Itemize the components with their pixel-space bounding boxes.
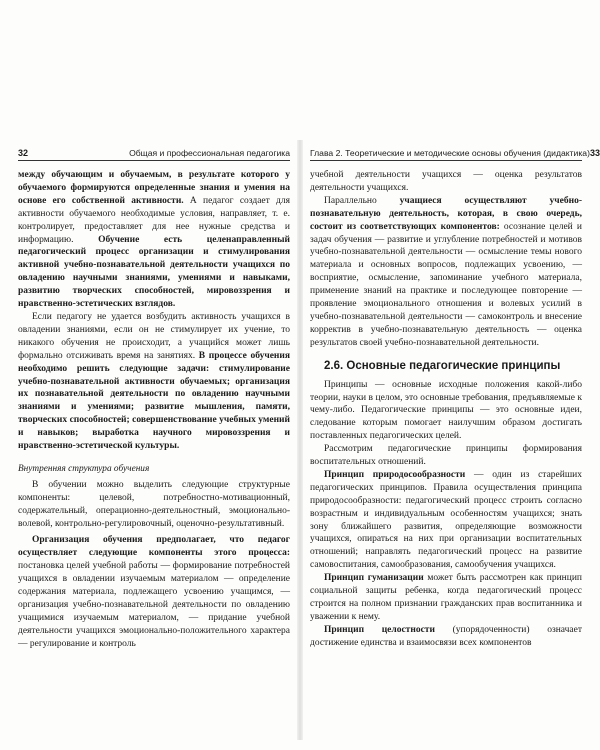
subheading: Внутренняя структура обучения (18, 463, 150, 474)
book-gutter (297, 140, 303, 740)
text: Рассмотрим педагогические принципы формирования воспитательных отношений. (310, 444, 582, 468)
text: осознание целей и задач обучения — развитие и углубление потребностей и мотивов учебно-познавательной деятельности — осмысление темы нового материала и основных вопросов, подлежащих усвоению, — восприятие, осмысление, запоминание учебного материала, применение знаний на практике и последующее повторение — проявление эмоционального отношения и волевых усилий в учебно-познавательной деятельности — самоконтроль и внесение корректив в учебно-познавательную деятельность — оценка результатов своей учебно-познавательной деятельности. (310, 221, 582, 348)
text: постановка целей учебной работы — формирование потребностей учащихся в овладении изучаемым материалом — определение содержания материала, подлежащего усвоению учащимся, — организация учебно-познавательной деятельности по овладению учащимися изучаемым материалом, — придание учебной деятельности учащихся эмоционально-положительного характера — регулирование и контроль (18, 561, 290, 649)
paragraph (310, 195, 582, 350)
bold-text: Принцип целостности (324, 624, 435, 635)
paragraph (310, 443, 582, 469)
text: — один из старейших педагогических принципов. Правила осуществления принципа природосообразности: педагогический процесс строить согласно возрастным и индивидуальным особенностям учащихся; знать зону ближайшего развития, определяющие возможности учащихся, опираться на них при организации воспитательных отношений; направлять педагогический процесс на развитие самовоспитания, самообразования, самообучения учащихся. (310, 469, 582, 571)
left-running-head (18, 148, 290, 161)
right-running-title: Глава 2. Теоретические и методические основы обучения (дидактика) (310, 148, 590, 158)
text: Параллельно (324, 195, 400, 206)
paragraph (18, 479, 290, 531)
left-page-number: 32 (18, 148, 29, 158)
paragraph (18, 534, 290, 650)
bold-text: Принцип гуманизации (324, 573, 424, 584)
right-body-text (310, 169, 582, 650)
text: Принципы — основные исходные положения какой-либо теории, науки в целом, это основные требования, предъявляемые к чему-либо. Педагогические принципы — это основные идеи, следование которым помогает наилучшим образом достигать поставленных педагогических целей. (310, 379, 582, 442)
paragraph (310, 469, 582, 572)
text: учебной деятельности учащихся — оценка результатов деятельности учащихся. (310, 170, 582, 193)
left-body-text (18, 169, 290, 651)
right-page (310, 148, 600, 742)
bold-text: между обучающим и обучаемым, в результате которого у обучаемого формируются определенные знания и умения на основе его собственной активности. (18, 170, 290, 206)
left-running-title: Общая и профессиональная педагогика (129, 148, 290, 158)
left-page (18, 148, 290, 742)
text: Если педагогу не удается возбудить активность учащихся в овладении знаниями, если он не стимулирует их учение, то никакого обучения не происходит, а учащийся может лишь формально отсиживать время на занятиях. (18, 311, 290, 361)
text: может быть рассмотрен как принцип социальной защиты ребенка, когда педагогический процесс строится на полном признании гражданских прав воспитанника и уважении к нему. (310, 573, 582, 622)
paragraph (310, 379, 582, 444)
right-page-number: 33 (589, 148, 600, 158)
bold-text: Принцип природосообразности (324, 469, 466, 480)
paragraph (310, 572, 582, 624)
bold-text: Организация обучения предполагает, что педагог осуществляет следующие компоненты этого процесса: (18, 535, 290, 559)
paragraph (310, 624, 582, 650)
paragraph (18, 311, 290, 453)
section-heading: 2.6. Основные педагогические принципы (324, 359, 561, 372)
bold-text: Обучение есть целенаправленный педагогический процесс организации и стимулирования активной учебно-познавательной деятельности учащихся по овладению научными знаниями, умениями и навыками, развитию творческих способностей, мировоззрения и нравственно-эстетических взглядов. (18, 234, 290, 310)
text: А педагог создает для активности обучаемого необходимые условия, направляет, т. е. контролирует, предоставляет для нее нужные средства и информацию. (18, 195, 290, 245)
bold-text: В процессе обучения необходимо решить следующие задачи: стимулирование учебно-познавательной активности обучаемых; организация их познавательной деятельности по овладению научными знаниями и умениями; развитие мышления, памяти, творческих способностей; совершенствование учебных умений и навыков; выработка научного мировоззрения и нравственно-эстетической культуры. (18, 350, 291, 452)
text: (упорядоченности) означает достижение единства и взаимосвязи всех компонентов (310, 624, 582, 648)
paragraph (18, 169, 290, 311)
right-running-head (310, 148, 600, 161)
paragraph (310, 169, 582, 195)
text: В обучении можно выделить следующие структурные компоненты: целевой, потребностно-мотивационный, содержательный, операционно-деятельностный, эмоционально-волевой, контрольно-регулировочный, оценочно-результативный. (18, 479, 290, 529)
bold-text: учащиеся осуществляют учебно-познавательную деятельность, которая, в свою очередь, состоит из соответствующих компонентов: (310, 195, 583, 232)
